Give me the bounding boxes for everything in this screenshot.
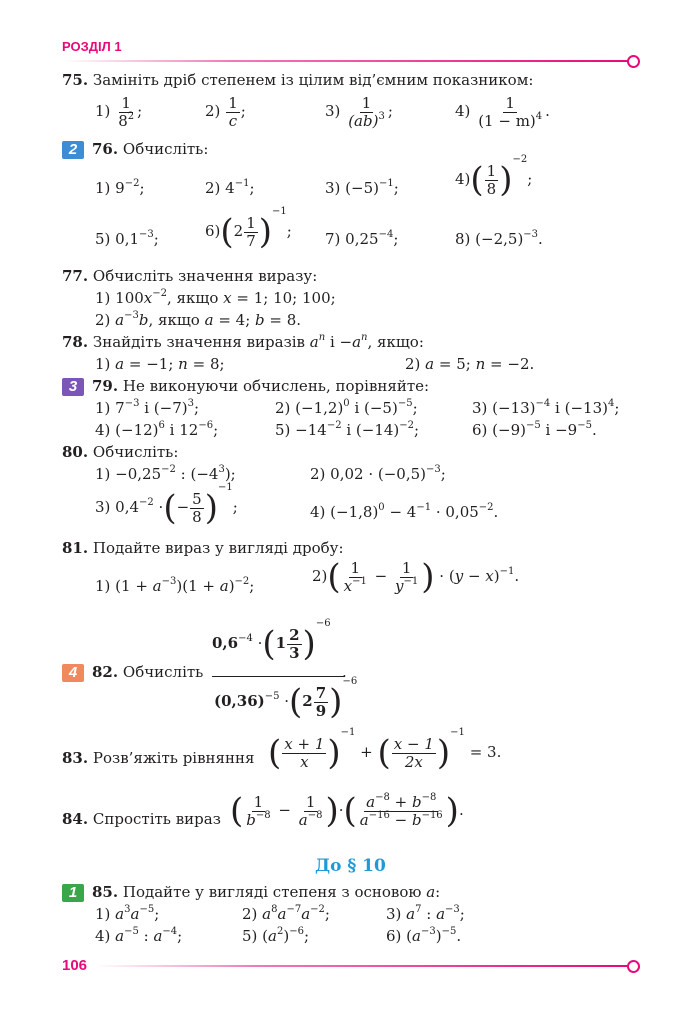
problem-78: 78. Знайдіть значення виразів $a^n$ $і -a^n$, якщо: [62, 332, 424, 351]
p81-item-1: 1) $(1 + a^{-3})(1 + a)^{-2}$; [95, 576, 255, 595]
p75-item-3: 3) $\frac{1}{(ab)^3}$ ; [325, 94, 393, 130]
p76-item-4: 4)( $\frac{1}{8}$ )$^{-2}$; [455, 154, 533, 200]
p78-item-1: 1) a = −1; n = 8; [95, 355, 225, 373]
problem-number: 75. [62, 71, 89, 89]
problem-79: 79. Не виконуючи обчислень, порівняйте: [92, 377, 430, 395]
p82-numerator: $0,6^{-4} \cdot(1$ $\frac{2}{3}$ )$^{-6}$ [212, 618, 331, 664]
p85-item-4: 4) $a^{-5}$ : $a^{-4}$; [95, 926, 183, 945]
level-badge-3: 3 [62, 378, 84, 396]
p75-item-1: 1) $\frac{1}{8^2}$ ; [95, 94, 143, 130]
p85-item-2: 2) $a^8a^{-7}a^{-2}$; [242, 904, 330, 923]
p76-item-8: 8) $(-2,5)^{-3}$. [455, 229, 543, 248]
section-header: РОЗДІЛ 1 [62, 39, 122, 54]
section-title: До § 10 [315, 856, 386, 876]
p80-item-3: 3) $0,4^{-2}$ ·(− $\frac{5}{8}$ )$^{-1}$; [95, 482, 238, 528]
p80-item-2: 2) $0,02 \cdot (-0,5)^{-3}$; [310, 464, 446, 483]
p82-fraction-bar [212, 676, 344, 677]
problem-77: 77. Обчисліть значення виразу: [62, 267, 318, 285]
p79-item-5: $5) -14^{-2}$ і $(-14)^{-2}$; [275, 420, 420, 439]
level-badge-4: 4 [62, 664, 84, 682]
p77-line-1: 1) $100x^{-2}$, якщо x = 1; 10; 100; [95, 288, 336, 307]
p85-item-6: 6) $(a^{-3})^{-5}$. [386, 926, 462, 945]
footer-rule [96, 965, 628, 967]
header-rule [62, 60, 628, 62]
p82-denominator: $(0,36)^{-5} \cdot(2$ $\frac{7}{9}$ )$^{-6}$ [214, 676, 358, 722]
p85-item-3: 3) $a^7$ : $a^{-3}$; [386, 904, 465, 923]
p79-item-6: 6) $(-9)^{-5}$ $і -9^{-5}$. [472, 420, 597, 439]
p85-item-5: 5) $(a^2)^{-6}$; [242, 926, 310, 945]
p75-item-4: 4) $\frac{1}{(1 - m)^4}$ . [455, 94, 550, 130]
p79-item-2: 2) $(-1,2)^0$ і $(-5)^{-5}$; [275, 398, 418, 417]
p84-expression: ( $\frac{1}{b^{-8}}$ − $\frac{1}{a^{-8}}$ )·( $\frac{a^{-8} + b^{-8}}{a^{-16} - b^{-16}}$ ). [230, 791, 464, 831]
problem-76: 76. Обчисліть: [92, 140, 209, 158]
problem-75 [62, 72, 533, 89]
level-badge-1: 1 [62, 884, 84, 902]
problem-85: 85. Подайте у вигляді степеня з основою a: [92, 883, 441, 901]
p76-item-2: 2) $4^{-1}$; [205, 178, 255, 197]
header-rule-dot [627, 55, 640, 68]
problem-80: 80. Обчисліть: [62, 443, 179, 461]
p79-item-4: 4) $(-12)^6$ і $12^{-6}$; [95, 420, 219, 439]
p76-item-6: 6)(2 $\frac{1}{7}$ )$^{-1}$; [205, 206, 292, 252]
p80-item-1: $1) -0,25^{-2}$ : $(-4^3)$; [95, 464, 236, 483]
problem-82: 82. Обчисліть [92, 663, 204, 681]
p81-item-2: 2)( $\frac{1}{x^{-1}}$ − $\frac{1}{y^{-1}}$ ) · $(y - x)^{-1}$. [312, 557, 520, 597]
problem-84: 84. Спростіть вираз [62, 810, 221, 828]
p85-item-1: 1) $a^3a^{-5}$; [95, 904, 160, 923]
p75-item-2: 2) $\frac{1}{c}$ ; [205, 94, 246, 130]
p80-item-4: 4) $(-1,8)^0 - 4^{-1} \cdot 0,05^{-2}$. [310, 502, 499, 521]
problem-81: 81. Подайте вираз у вигляді дробу: [62, 539, 344, 557]
p79-item-1: 1) $7^{-3}$ і $(-7)^3$; [95, 398, 200, 417]
p77-line-2: 2) $a^{-3}b$, якщо a = 4; b = 8. [95, 310, 302, 329]
p76-item-1: 1) $9^{-2}$; [95, 178, 145, 197]
p76-item-7: 7) $0,25^{-4}$; [325, 229, 399, 248]
problem-text: Замініть дріб степенем із цілим від’ємним показником: [92, 71, 534, 89]
footer-rule-dot [627, 960, 640, 973]
level-badge-2: 2 [62, 141, 84, 159]
page-number: 106 [62, 957, 88, 974]
p76-item-5: 5) $0,1^{-3}$; [95, 229, 159, 248]
problem-83: 83. Розв’яжіть рівняння [62, 749, 255, 767]
p82-end: . [342, 663, 347, 681]
p83-equation: ( $\frac{x + 1}{x}$ )$^{-1}$ + ( $\frac{x - 1}{2x}$ )$^{-1}$ = 3. [268, 727, 502, 773]
p79-item-3: 3) $(-13)^{-4}$ і $(-13)^4$; [472, 398, 620, 417]
p78-item-2: 2) a = 5; n = −2. [405, 355, 535, 373]
p76-item-3: 3) $(-5)^{-1}$; [325, 178, 399, 197]
